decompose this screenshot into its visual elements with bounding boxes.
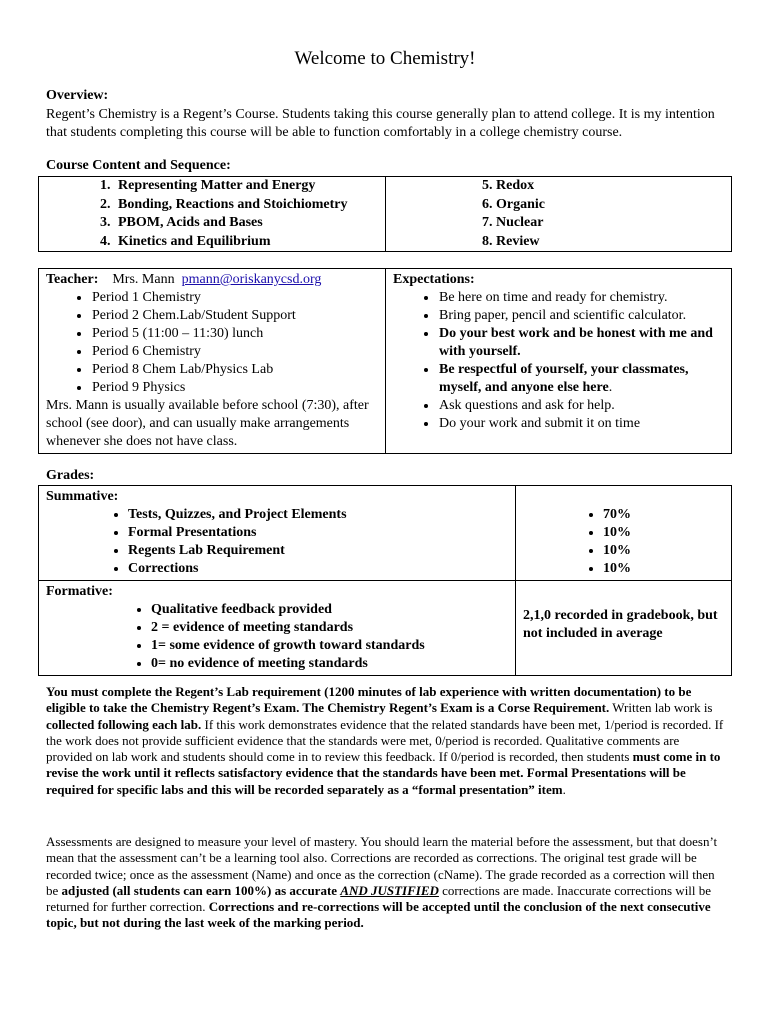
summative-item: • Tests, Quizzes, and Project Elements: [128, 506, 508, 524]
expectation-item: • Ask questions and ask for help.: [438, 397, 724, 415]
content-item: 1. Representing Matter and Energy: [114, 177, 385, 196]
expectation-item: • Bring paper, pencil and scientific calculator.: [438, 307, 724, 325]
expectations-label: Expectations:: [393, 272, 475, 287]
formative-item: • 0= no evidence of meeting standards: [151, 655, 508, 673]
formative-item: • 1= some evidence of growth toward standards: [151, 637, 508, 655]
course-content-left-cell: [39, 177, 386, 252]
page-title: Welcome to Chemistry!: [294, 48, 476, 69]
summative-item: • Corrections: [128, 560, 508, 578]
formative-label: Formative:: [46, 584, 113, 599]
content-item: 7. Nuclear: [482, 215, 544, 230]
weight-item: • 10%: [603, 542, 724, 560]
formative-cell: [39, 581, 516, 676]
course-content-table: [38, 176, 732, 252]
grades-heading: Grades:: [46, 468, 95, 483]
schedule-item: • Period 6 Chemistry: [91, 343, 378, 361]
formative-item: • Qualitative feedback provided: [151, 601, 508, 619]
schedule-item: • Period 8 Chem Lab/Physics Lab: [91, 361, 378, 379]
content-item: 5. Redox: [482, 178, 535, 193]
schedule-item: • Period 2 Chem.Lab/Student Support: [91, 307, 378, 325]
schedule-item: • Period 1 Chemistry: [91, 289, 378, 307]
teacher-cell: [39, 269, 386, 454]
course-content-right-cell: [386, 177, 732, 252]
para2-text: corrections are made. Inaccurate corrections will be returned for further correction.: [46, 882, 712, 915]
weight-item: • 10%: [603, 560, 724, 578]
summative-item: • Regents Lab Requirement: [128, 542, 508, 560]
content-item: 8. Review: [482, 233, 540, 249]
summative-label: Summative:: [46, 489, 119, 504]
para1-bold: collected following each lab.: [46, 716, 202, 732]
content-item: 4. Kinetics and Equilibrium: [114, 233, 385, 252]
summative-cell: [39, 486, 516, 581]
expectation-item: • Be here on time and ready for chemistry.: [438, 289, 724, 307]
expectation-item: • Do your work and submit it on time: [438, 415, 724, 433]
weight-item: • 70%: [603, 506, 724, 524]
teacher-expectations-table: [38, 268, 732, 454]
teacher-label: Teacher:: [46, 272, 99, 287]
para1-text: Written lab work is: [609, 700, 713, 716]
expectations-cell: [386, 269, 732, 454]
para1-bold: You must complete the Regent’s Lab requirement (1200 minutes of lab experience with written documentation) to be eligible to take the Chemistry Regent’s Exam. The Chemistry Regent’s Exam is a Corse Requirement.: [46, 684, 692, 716]
content-item: 2. Bonding, Reactions and Stoichiometry: [114, 196, 385, 215]
overview-text: Regent’s Chemistry is a Regent’s Course. Students taking this course generally plan to attend college. It is my intention that students completing this course will be able to function comfortably in a college chemistry course.: [46, 107, 715, 140]
para1-bold: must come in to revise the work until it reflects satisfactory evidence that the standards have been met. Formal Presentations will be required for specific labs and this will be recorded separately as a “formal presentation” item: [46, 749, 721, 797]
lab-requirement-paragraph: [46, 684, 726, 798]
schedule-item: • Period 9 Physics: [91, 379, 378, 397]
expectation-text: Be respectful of yourself, your classmates, myself, and anyone else here: [439, 362, 689, 395]
summative-item: • Formal Presentations: [128, 524, 508, 542]
assessments-paragraph: [46, 834, 726, 932]
para1-text: If this work demonstrates evidence that the related standards have been met, 1/period is recorded. If the work does not provide sufficient evidence that the standards were met, 0/period is recorded. Qualitative comments are provided on lab work and students should come in to review this feedback. If 0/period is recorded, then students: [46, 716, 724, 765]
expectation-item: • Do your best work and be honest with me and with yourself.: [438, 325, 724, 361]
summative-weights-cell: [516, 486, 732, 581]
teacher-name: Mrs. Mann: [112, 272, 175, 287]
formative-note: 2,1,0 recorded in gradebook, but not included in average: [523, 608, 718, 641]
para2-text: Assessments are designed to measure your level of mastery. You should learn the material before the assessment, but that doesn’t mean that the assessment can’t be a learning tool also. Corrections are recorded as corrections. The original test grade will be recorded twice; once as the assessment (Name) and once as the correction (cName). The grade recorded as a correction will then be: [46, 834, 718, 898]
grades-table: [38, 485, 732, 676]
para2-bold: adjusted (all students can earn 100%) as accurate: [61, 882, 341, 898]
formative-note-cell: [516, 581, 732, 676]
overview-heading: Overview:: [46, 88, 109, 103]
expectation-item: [438, 361, 724, 397]
content-item: 6. Organic: [482, 196, 545, 212]
weight-item: • 10%: [603, 524, 724, 542]
para2-bold: Corrections and re-corrections will be accepted until the conclusion of the next consecutive topic, but not during the last week of the marking period.: [46, 899, 711, 931]
teacher-email-link[interactable]: pmann@oriskanycsd.org: [181, 272, 322, 287]
course-content-heading: Course Content and Sequence:: [46, 158, 231, 173]
para2-emphasis: AND JUSTIFIED: [340, 882, 439, 898]
schedule-item: • Period 5 (11:00 – 11:30) lunch: [91, 325, 378, 343]
para1-text: .: [562, 781, 566, 797]
expectation-period: .: [608, 380, 613, 395]
availability-text: Mrs. Mann is usually available before school (7:30), after school (see door), and can usually make arrangements whenever she does not have class.: [46, 398, 369, 449]
formative-item: • 2 = evidence of meeting standards: [151, 619, 508, 637]
content-item: 3. PBOM, Acids and Bases: [114, 214, 385, 233]
